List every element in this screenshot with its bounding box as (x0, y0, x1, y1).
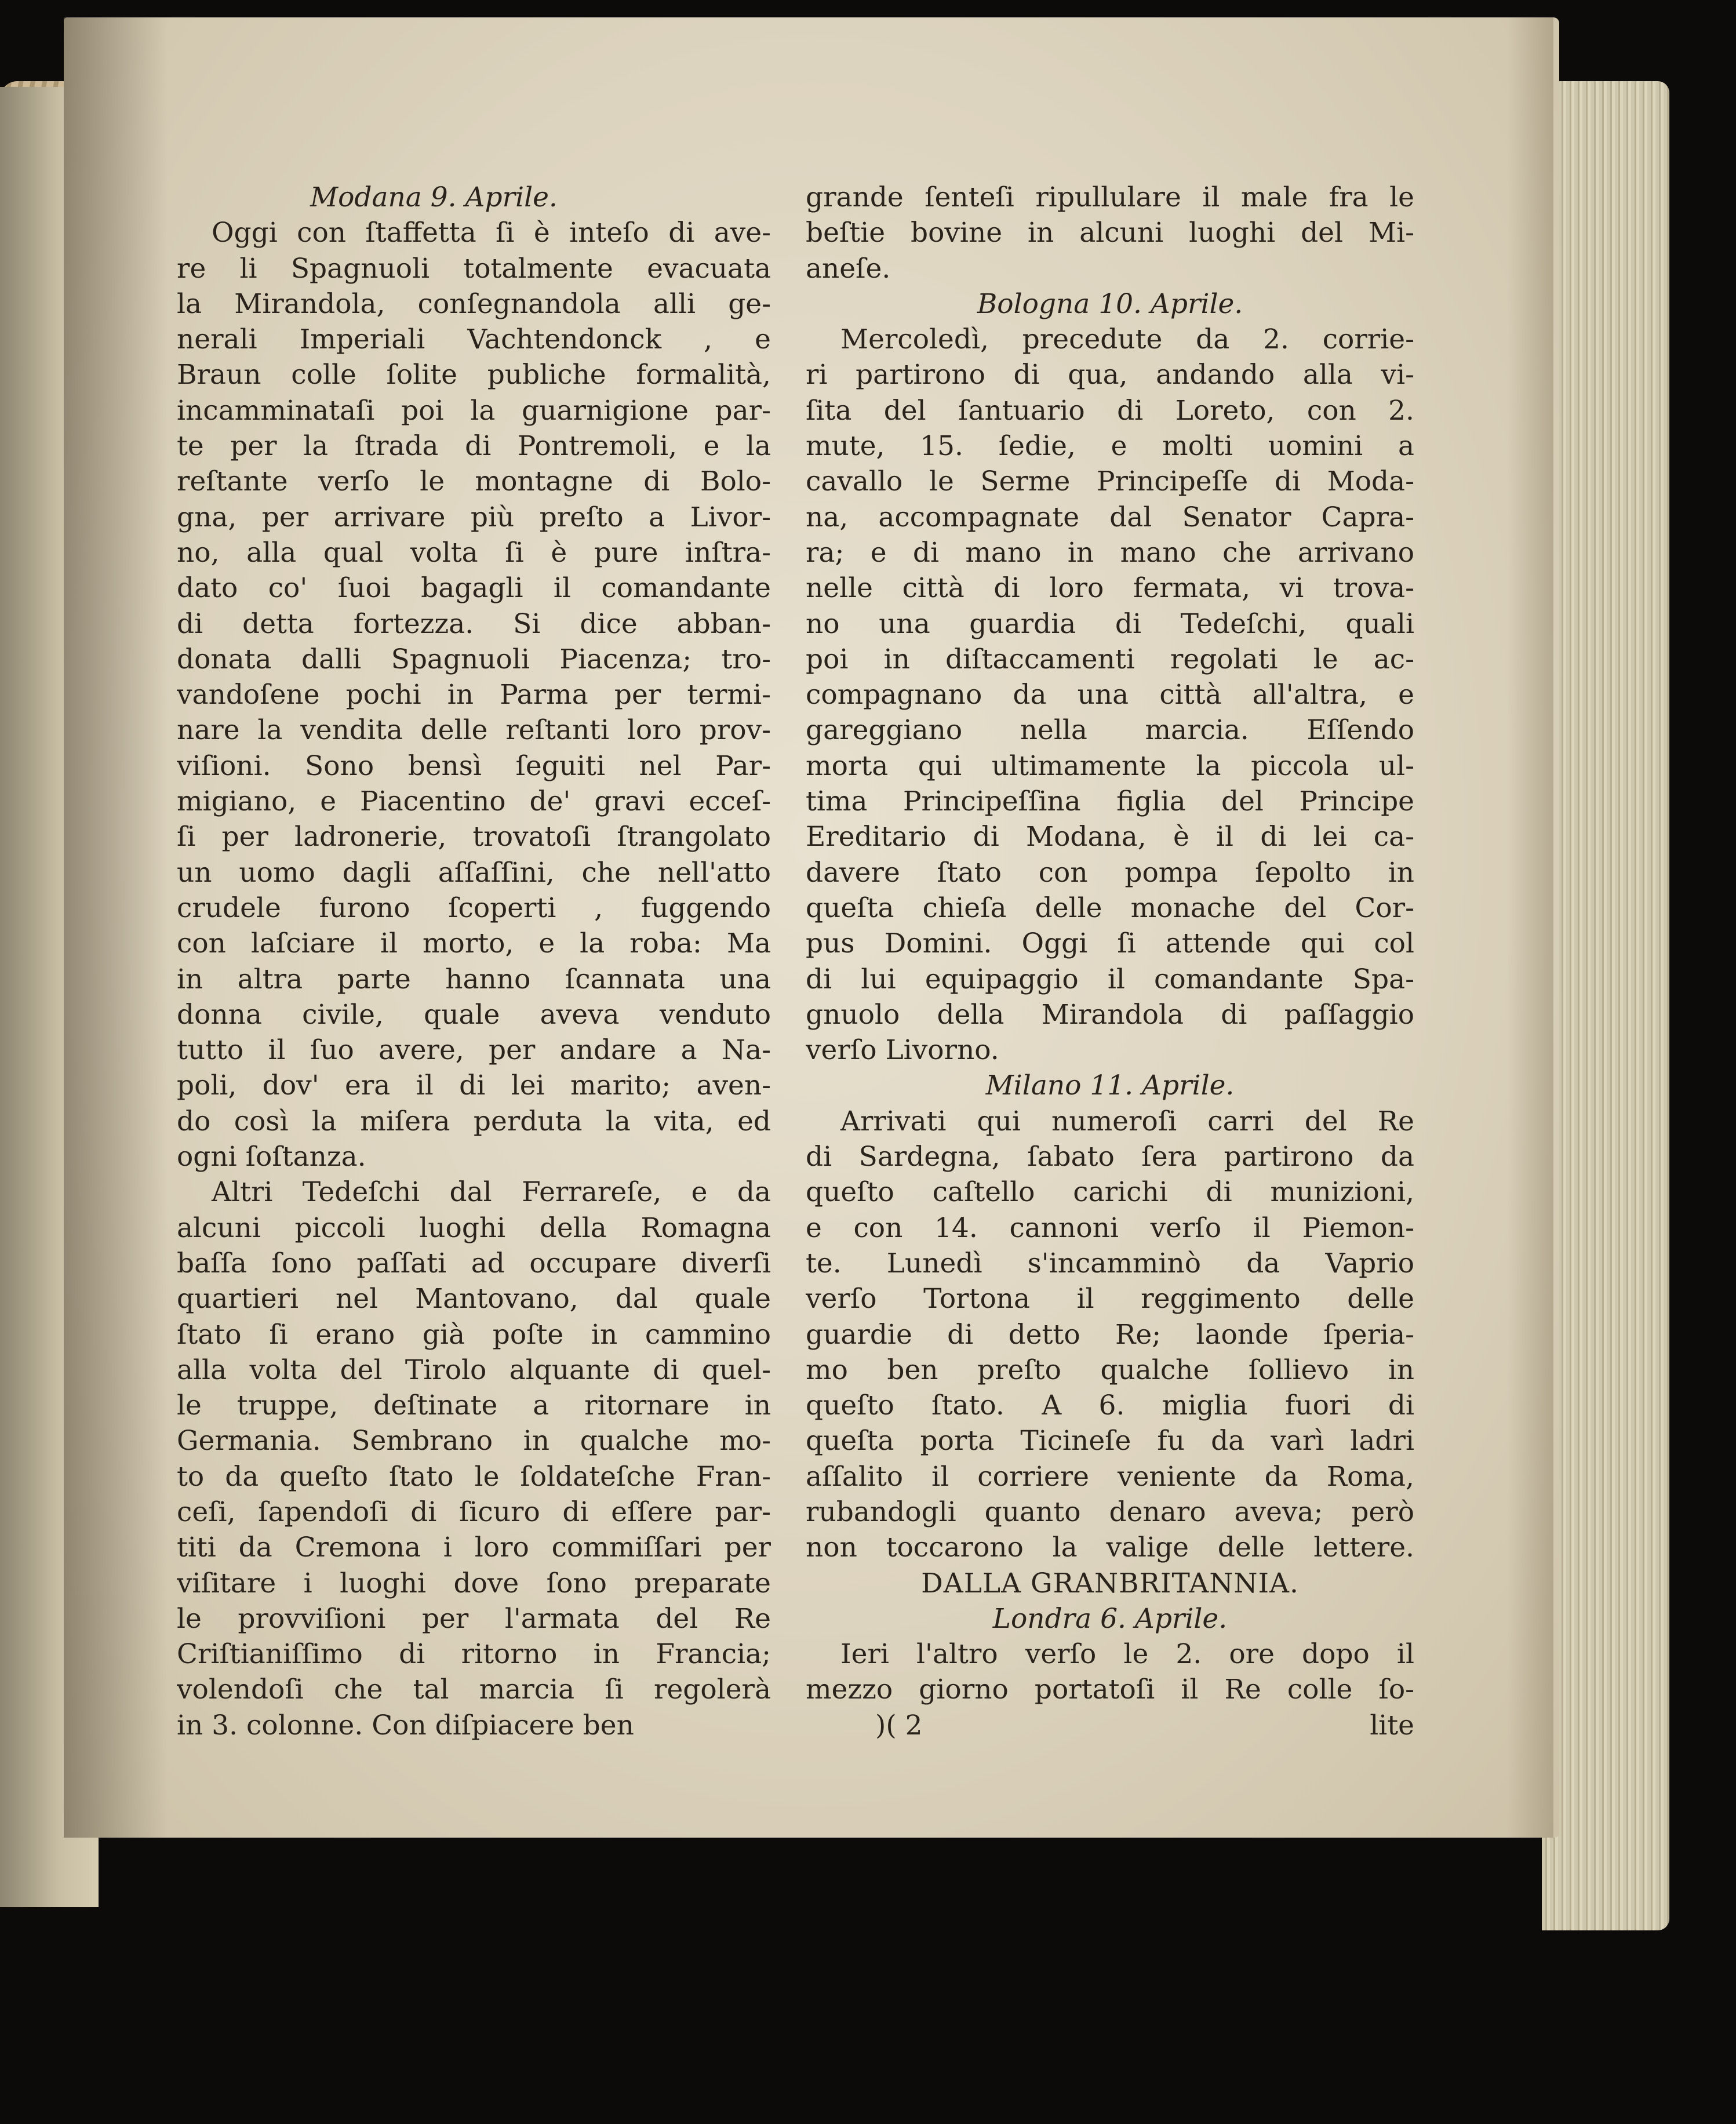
londra-report (806, 1636, 1414, 1708)
text-line: verſo Tortona il reggimento delle (806, 1283, 1414, 1315)
dateline-londra: Londra 6. Aprile. (992, 1602, 1228, 1635)
signature-mark: )( 2 (875, 1709, 923, 1741)
text-line: do così la miſera perduta la vita, ed (177, 1105, 771, 1137)
text-line: davere ſtato con pompa ſepolto in (806, 856, 1414, 889)
dateline-bologna: Bologna 10. Aprile. (977, 288, 1243, 320)
page-stack-edge (1542, 81, 1669, 1930)
text-line: queſto ſtato. A 6. miglia fuori di (806, 1390, 1414, 1422)
text-line: no, alla qual volta ſi è pure inſtra- (177, 536, 771, 569)
text-line: Ieri l'altro verſo le 2. ore dopo il (840, 1638, 1414, 1671)
text-line: re li Spagnuoli totalmente evacuata (177, 252, 771, 285)
section-heading: DALLA GRANBRITANNIA. (921, 1567, 1299, 1599)
text-line: Altri Tedeſchi dal Ferrareſe, e da (212, 1176, 771, 1209)
text-line: ogni ſoſtanza. (177, 1141, 366, 1173)
text-line: Criſtianiſſimo di ritorno in Francia; (177, 1638, 771, 1671)
text-line: nelle città di loro fermata, vi trova- (806, 572, 1414, 605)
text-line: guardie di detto Re; laonde ſperia- (806, 1318, 1414, 1351)
text-line: Oggi con ſtaffetta ſi è inteſo di ave- (212, 217, 771, 249)
text-line: titi da Cremona i loro commiſſari per (177, 1532, 771, 1564)
text-line: Mercoledì, precedute da 2. corrie- (840, 323, 1414, 356)
text-line: donna civile, quale aveva venduto (177, 998, 771, 1031)
text-line: tima Principeſſina figlia del Principe (806, 785, 1414, 818)
text-line: poi in diſtaccamenti regolati le ac- (806, 643, 1414, 675)
text-line: con laſciare il morto, e la roba: Ma (177, 928, 771, 960)
text-line: beſtie bovine in alcuni luoghi del Mi- (806, 217, 1414, 249)
text-line: incamminataſi poi la guarnigione par- (177, 394, 771, 427)
text-line: di lui equipaggio il comandante Spa- (806, 963, 1414, 995)
bologna-report (806, 322, 1414, 1068)
text-line: nerali Imperiali Vachtendonck , e (177, 323, 771, 356)
text-line: viſitare i luoghi dove ſono preparate (177, 1567, 771, 1599)
gutter-shadow (64, 17, 168, 1838)
text-line: ceſi, ſapendoſi di ſicuro di eſſere par- (177, 1496, 771, 1528)
left-column (177, 180, 771, 1743)
text-line: la Mirandola, conſegnandola alli ge- (177, 288, 771, 320)
text-line: compagnano da una città all'altra, e (806, 679, 1414, 711)
text-line: non toccarono la valige delle lettere. (806, 1532, 1414, 1564)
page-edge-shadow (1507, 17, 1553, 1838)
text-line: ſi per ladronerie, trovatoſi ſtrangolato (177, 821, 771, 853)
text-line: na, accompagnate dal Senator Capra- (806, 501, 1414, 533)
text-line: crudele furono ſcoperti , fuggendo (177, 892, 771, 924)
text-line: baſſa ſono paſſati ad occupare diverſi (177, 1247, 771, 1279)
text-line: queſto caſtello carichi di munizioni, (806, 1176, 1414, 1209)
text-line: Ereditario di Modana, è il di lei ca- (806, 821, 1414, 853)
right-column (806, 180, 1414, 1743)
text-line: verſo Livorno. (806, 1034, 999, 1067)
text-line: le truppe, deſtinate a ritornare in (177, 1390, 771, 1422)
text-line: mute, 15. ſedie, e molti uomini a (806, 430, 1414, 463)
text-line: volendoſi che tal marcia ſi regolerà (177, 1674, 771, 1706)
text-line: alcuni piccoli luoghi della Romagna (177, 1212, 771, 1244)
catchword: lite (1370, 1709, 1414, 1741)
text-line: vandoſene pochi in Parma per termi- (177, 679, 771, 711)
text-line: grande ſenteſi ripullulare il male fra le (806, 181, 1414, 213)
text-line: migiano, e Piacentino de' gravi ecceſ- (177, 785, 771, 818)
text-line: gareggiano nella marcia. Eſſendo (806, 714, 1414, 747)
left-column-text (177, 215, 771, 1743)
text-line: di detta fortezza. Si dice abban- (177, 608, 771, 640)
text-line: rubandogli quanto denaro aveva; però (806, 1496, 1414, 1528)
text-line: no una guardia di Tedeſchi, quali (806, 608, 1414, 640)
text-line: gna, per arrivare più preſto a Livor- (177, 501, 771, 533)
text-line: quartieri nel Mantovano, dal quale (177, 1283, 771, 1315)
signature-line (806, 1708, 1414, 1743)
milano-report (806, 1104, 1414, 1566)
text-line: Arrivati qui numeroſi carri del Re (840, 1105, 1414, 1137)
text-line: ra; e di mano in mano che arrivano (806, 536, 1414, 569)
text-line: to da queſto ſtato le ſoldateſche Fran- (177, 1460, 771, 1493)
text-line: di Sardegna, ſabato ſera partirono da (806, 1141, 1414, 1173)
text-line: te. Lunedì s'incamminò da Vaprio (806, 1247, 1414, 1279)
text-line: nare la vendita delle reſtanti loro prov- (177, 714, 771, 747)
text-line: ſita del ſantuario di Loreto, con 2. (806, 394, 1414, 427)
text-line: queſta chieſa delle monache del Cor- (806, 892, 1414, 924)
text-line: donata dalli Spagnuoli Piacenza; tro- (177, 643, 771, 675)
dateline-milano: Milano 11. Aprile. (985, 1070, 1235, 1102)
text-line: un uomo dagli aſſaſſini, che nell'atto (177, 856, 771, 889)
text-line: aneſe. (806, 252, 891, 285)
text-line: viſioni. Sono bensì ſeguiti nel Par- (177, 750, 771, 782)
text-line: ſtato ſi erano già poſte in cammino (177, 1318, 771, 1351)
text-line: te per la ſtrada di Pontremoli, e la (177, 430, 771, 463)
text-line: e con 14. cannoni verſo il Piemon- (806, 1212, 1414, 1244)
text-line: Germania. Sembrano in qualche mo- (177, 1425, 771, 1457)
right-column-continuation (806, 180, 1414, 286)
text-line: Braun colle ſolite publiche formalità, (177, 359, 771, 391)
text-line: dato co' ſuoi bagagli il comandante (177, 572, 771, 605)
text-line: reſtante verſo le montagne di Bolo- (177, 465, 771, 498)
text-line: gnuolo della Mirandola di paſſaggio (806, 998, 1414, 1031)
text-line: le provviſioni per l'armata del Re (177, 1602, 771, 1635)
text-line: morta qui ultimamente la piccola ul- (806, 750, 1414, 782)
text-line: ri partirono di qua, andando alla vi- (806, 359, 1414, 391)
text-line: poli, dov' era il di lei marito; aven- (177, 1070, 771, 1102)
text-line: in 3. colonne. Con diſpiacere ben (177, 1709, 634, 1741)
text-line: cavallo le Serme Principeſſe di Moda- (806, 465, 1414, 498)
text-line: alla volta del Tirolo alquante di quel- (177, 1354, 771, 1386)
text-line: in altra parte hanno ſcannata una (177, 963, 771, 995)
text-line: aſſalito il corriere veniente da Roma, (806, 1460, 1414, 1493)
text-line: tutto il ſuo avere, per andare a Na- (177, 1034, 771, 1067)
text-line: mezzo giorno portatoſi il Re colle ſo- (806, 1674, 1414, 1706)
text-line: pus Domini. Oggi ſi attende qui col (806, 928, 1414, 960)
dateline-modana: Modana 9. Aprile. (310, 181, 558, 213)
text-line: queſta porta Ticineſe fu da varì ladri (806, 1425, 1414, 1457)
text-line: mo ben preſto qualche ſollievo in (806, 1354, 1414, 1386)
